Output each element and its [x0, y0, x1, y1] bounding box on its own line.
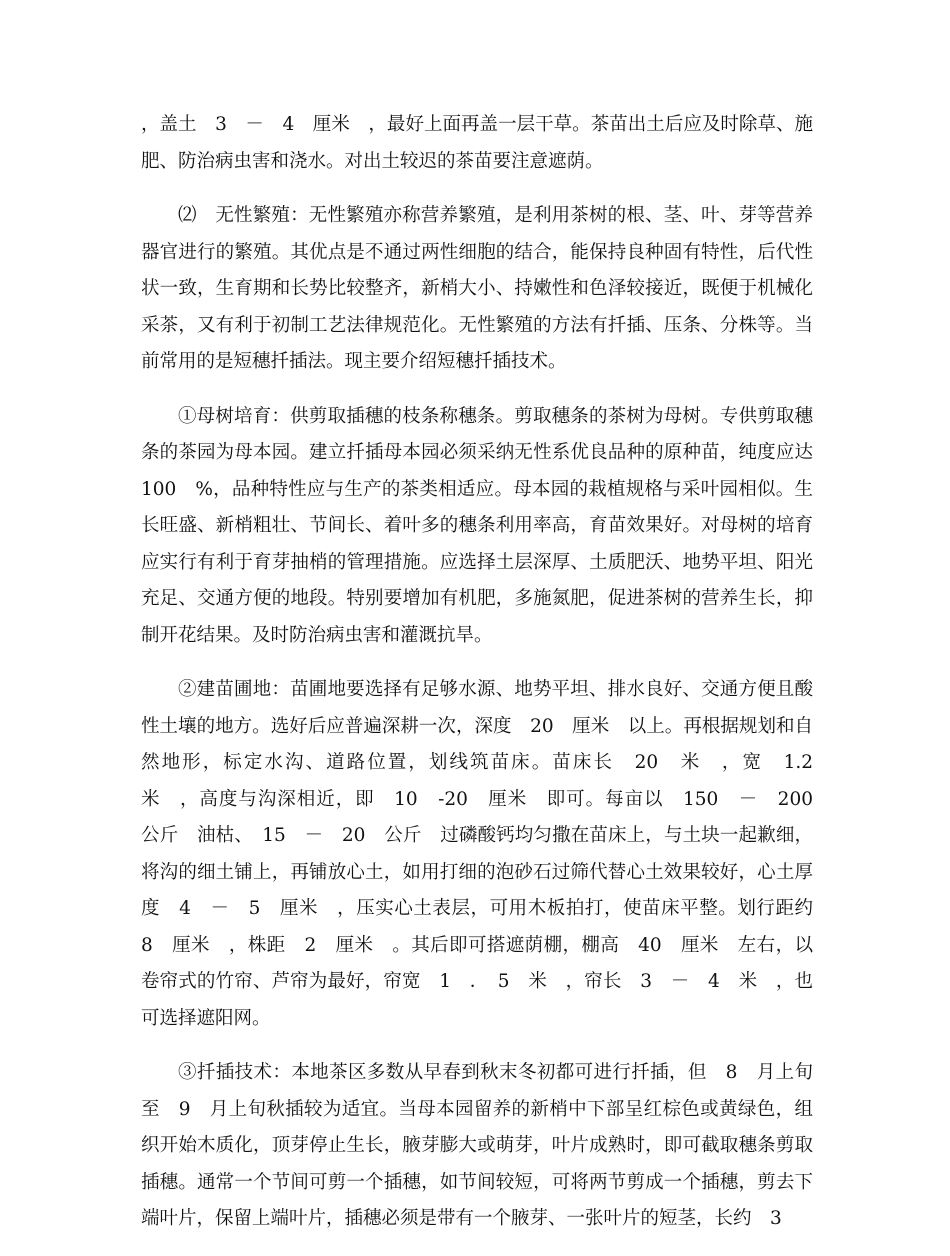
paragraph-seedling-care: ，盖土 3 － 4 厘米 ，最好上面再盖一层干草。茶苗出土后应及时除草、施肥、防治病虫害和浇水。对出土较迟的茶苗要注意遮荫。: [141, 114, 813, 172]
paragraph-cutting-technique: ③扦插技术：本地茶区多数从早春到秋末冬初都可进行扦插，但 8 月上旬至 9 月上旬秋插较为适宜。当母本园留养的新梢中下部呈红棕色或黄绿色，组织开始木质化，顶芽停止生长，腋芽膨大或萌芽，叶片成熟时，即可截取穗条剪取插穗。通常一个节间可剪一个插穗，如节间较短，可将两节剪成一个插穗，剪去下端叶片，保留上端叶片，插穗必须是带有一个腋芽、一张叶片的短茎，长约 3: [141, 1062, 813, 1229]
paragraph-mother-tree-cultivation: ①母树培育：供剪取插穗的枝条称穗条。剪取穗条的茶树为母树。专供剪取穗条的茶园为母本园。建立扦插母本园必须采纳无性系优良品种的原种苗，纯度应达100 %，品种特性应与生产的茶类相适应。母本园的栽植规格与采叶园相似。生长旺盛、新梢粗壮、节间长、着叶多的穗条利用率高，育苗效果好。对母树的培育应实行有利于育芽抽梢的管理措施。应选择土层深厚、土质肥沃、地势平坦、阳光充足、交通方便的地段。特别要增加有机肥，多施氮肥，促进茶树的营养生长，抑制开花结果。及时防治病虫害和灌溉抗旱。: [141, 405, 813, 646]
paragraph-nursery-construction: ②建苗圃地：苗圃地要选择有足够水源、地势平坦、排水良好、交通方便且酸性土壤的地方。选好后应普遍深耕一次，深度 20 厘米 以上。再根据规划和自然地形，标定水沟、道路位置，划线筑苗床。苗床长 20 米 ，宽 1.2 米 ，高度与沟深相近，即 10 -20 厘米 即可。每亩以 150 － 200 公斤 油枯、 15 － 20 公斤 过磷酸钙均匀撒在苗床上，与土块一起歉细，将沟的细土铺上，再铺放心土，如用打细的泡砂石过筛代替心土效果较好，心土厚度 4 － 5 厘米 ，压实心土表层，可用木板拍打，使苗床平整。划行距约 8 厘米 ，株距 2 厘米 。其后即可搭遮荫棚，棚高 40 厘米 左右，以卷帘式的竹帘、芦帘为最好，帘宽 1 ． 5 米 ，帘长 3 － 4 米 ，也可选择遮阳网。: [141, 679, 832, 1029]
paragraph-asexual-propagation: ⑵ 无性繁殖：无性繁殖亦称营养繁殖，是利用茶树的根、茎、叶、芽等营养器官进行的繁殖。其优点是不通过两性细胞的结合，能保持良种固有特性，后代性状一致，生育期和长势比较整齐，新梢大小、持嫩性和色泽较接近，既便于机械化采茶，又有利于初制工艺法律规范化。无性繁殖的方法有扦插、压条、分株等。当前常用的是短穗扦插法。现主要介绍短穗扦插技术。: [141, 205, 813, 372]
document-body: [141, 107, 832, 1256]
